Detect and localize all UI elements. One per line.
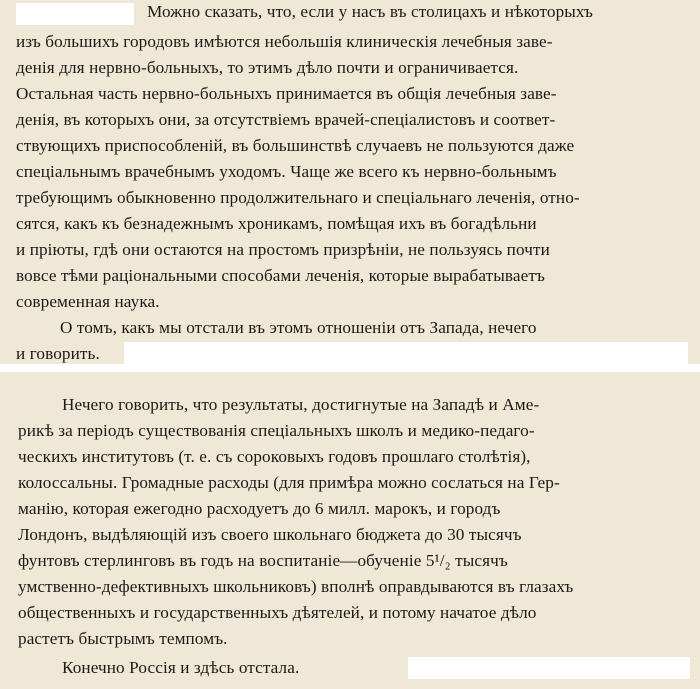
paragraph-1-line-12: современная наука. (16, 292, 160, 311)
paragraph-1-line-7: спеціальнымъ врачебнымъ уходомъ. Чаще же всего къ нервно-больнымъ (16, 162, 557, 181)
paragraph-1-line-2: изъ большихъ городовъ имѣются небольшія клиническія лечебныя заве- (16, 32, 553, 51)
paragraph-3-line-6: Лондонъ, выдѣляющій изъ своего школьнаго бюджета до 30 тысячъ (18, 525, 522, 544)
paragraph-3-line-9: общественныхъ и государственныхъ дѣятелей, и потому начатое дѣло (18, 603, 537, 622)
paragraph-3-line-5: манію, которая ежегодно расходуетъ до 6 милл. марокъ, и городъ (18, 499, 501, 518)
paragraph-1-line-4: Остальная часть нервно-больныхъ принимается въ общія лечебныя заве- (16, 84, 557, 103)
paragraph-3-line-7: фунтовъ стерлинговъ въ годъ на воспитаніе—обученіе 5¹/₂ тысячъ (18, 551, 508, 570)
paragraph-3-line-4: колоссальны. Громадные расходы (для примѣра можно сослаться на Гер- (18, 473, 560, 492)
paragraph-1-line-5: денія, въ которыхъ они, за отсутствіемъ врачей-спеціалистовъ и соответ- (16, 110, 556, 129)
redaction-block-middle (124, 342, 688, 364)
paragraph-2-line-2: и говорить. (16, 344, 100, 363)
paragraph-3-line-1: Нечего говорить, что результаты, достигнутые на Западѣ и Аме- (62, 395, 540, 414)
paragraph-1-line-3: денія для нервно-больныхъ, то этимъ дѣло почти и ограничивается. (16, 58, 519, 77)
paragraph-1-line-10: и пріюты, гдѣ они остаются на простомъ призрѣніи, не пользуясь почти (16, 240, 550, 259)
paragraph-4-line-1: Конечно Россія и здѣсь отстала. (62, 658, 300, 677)
paragraph-3-line-10: растетъ быстрымъ темпомъ. (18, 629, 228, 648)
paragraph-1-line-1: Можно сказать, что, если у насъ въ столицахъ и нѣкоторыхъ (147, 2, 593, 21)
page-divider (0, 364, 700, 372)
paragraph-3-line-8: умственно-дефективныхъ школьниковъ) вполнѣ оправдываются въ глазахъ (18, 577, 574, 596)
redaction-block-bottom (408, 657, 690, 679)
paragraph-3-line-3: ческихъ институтовъ (т. е. съ сороковыхъ годовъ прошлаго столѣтія), (18, 447, 531, 466)
paragraph-1-line-11: вовсе тѣми раціональными способами леченія, которые вырабатываетъ (16, 266, 545, 285)
paragraph-2-line-1: О томъ, какъ мы отстали въ этомъ отношеніи отъ Запада, нечего (60, 318, 537, 337)
paragraph-3-line-2: рикѣ за періодъ существованія спеціальныхъ школъ и медико-педаго- (18, 421, 535, 440)
paragraph-1-line-6: ствующихъ приспособленій, въ большинствѣ случаевъ не пользуются даже (16, 136, 575, 155)
paragraph-1-line-9: сятся, какъ къ безнадежнымъ хроникамъ, помѣщая ихъ въ богадѣльни (16, 214, 537, 233)
paragraph-1-line-8: требующимъ обыкновенно продолжительнаго и спеціальнаго леченія, отно- (16, 188, 580, 207)
redaction-block-top (16, 3, 134, 25)
